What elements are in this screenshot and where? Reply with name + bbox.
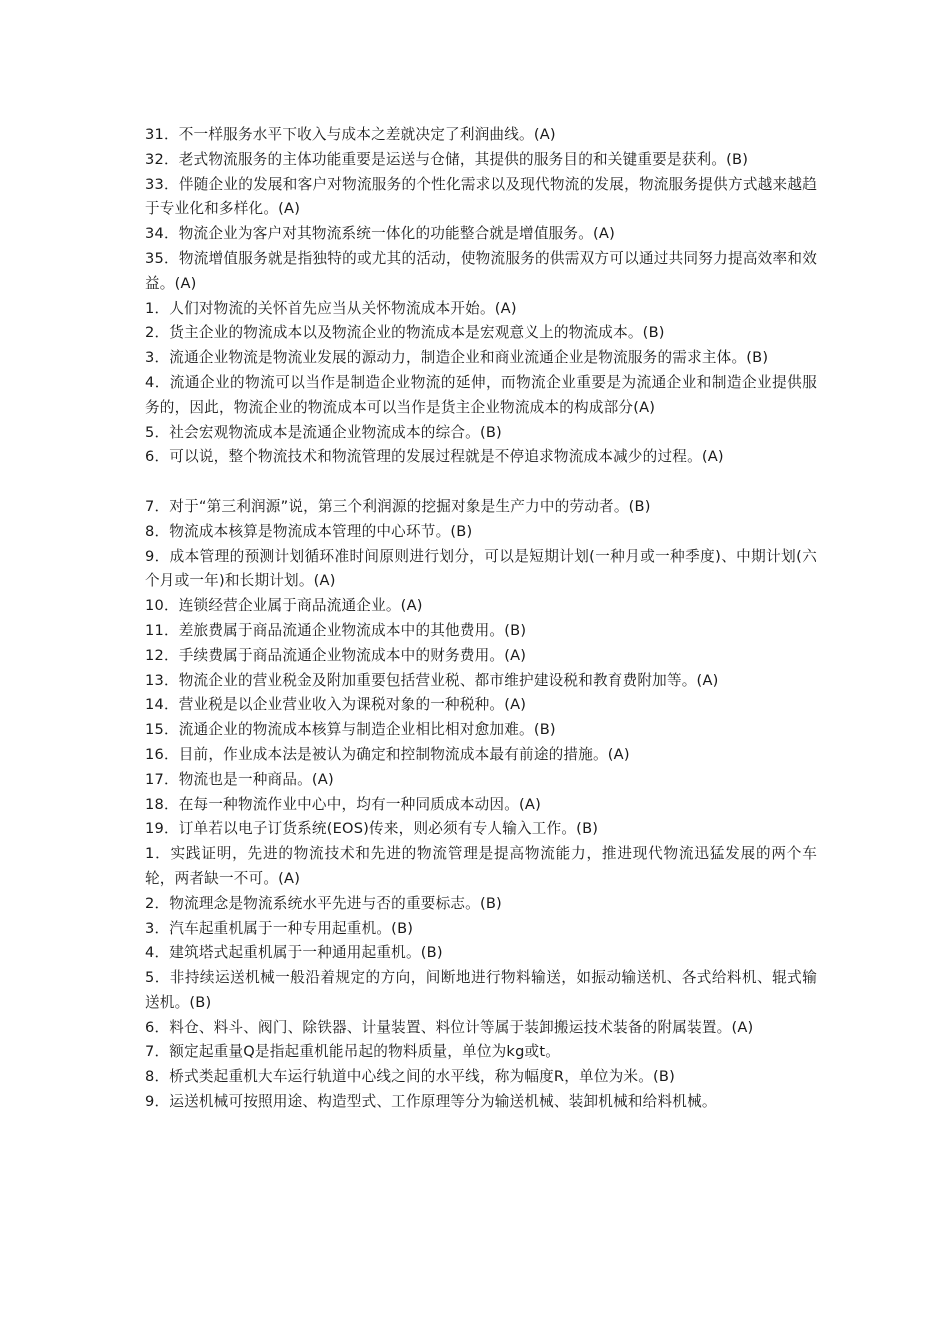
question-item: 5．非持续运送机械一般沿着规定的方向，间断地进行物料输送，如振动输送机、各式给料机、辊式输送机。(B): [145, 969, 817, 1011]
question-item: 1．人们对物流的关怀首先应当从关怀物流成本开始。(A): [145, 299, 517, 317]
question-item: 34．物流企业为客户对其物流系统一体化的功能整合就是增值服务。(A): [145, 225, 615, 243]
question-item: 35．物流增值服务就是指独特的或尤其的活动，使物流服务的供需双方可以通过共同努力提高效率和效益。(A): [145, 249, 817, 292]
question-item: 3．汽车起重机属于一种专用起重机。(B): [145, 919, 414, 937]
question-item: 7．对于“第三利润源”说，第三个利润源的挖掘对象是生产力中的劳动者。(B): [145, 497, 651, 515]
question-item: 19．订单若以电子订货系统(EOS)传来，则必须有专人输入工作。(B): [145, 820, 599, 838]
question-item: 3．流通企业物流是物流业发展的源动力，制造企业和商业流通企业是物流服务的需求主体。(B): [145, 349, 769, 367]
question-item: 31．不一样服务水平下收入与成本之差就决定了利润曲线。(A): [145, 126, 556, 143]
question-item: 14．营业税是以企业营业收入为课税对象的一种税种。(A): [145, 696, 527, 714]
question-item: 4．流通企业的物流可以当作是制造企业物流的延伸，而物流企业重要是为流通企业和制造企业提供服务的，因此，物流企业的物流成本可以当作是货主企业物流成本的构成部分(A): [145, 373, 817, 416]
question-item: 1．实践证明，先进的物流技术和先进的物流管理是提高物流能力，推进现代物流迅猛发展的两个车轮，两者缺一不可。(A): [145, 845, 817, 887]
question-item: 15．流通企业的物流成本核算与制造企业相比相对愈加难。(B): [145, 721, 556, 739]
blank-line: [145, 470, 817, 495]
question-item: 4．建筑塔式起重机属于一种通用起重机。(B): [145, 944, 443, 962]
question-item: 17．物流也是一种商品。(A): [145, 770, 334, 788]
question-item: 5．社会宏观物流成本是流通企业物流成本的综合。(B): [145, 423, 502, 441]
question-item: 9．运送机械可按照用途、构造型式、工作原理等分为输送机械、装卸机械和给料机械。: [145, 1093, 717, 1111]
question-item: 6．料仓、料斗、阀门、除铁器、计量装置、料位计等属于装卸搬运技术装备的附属装置。(A): [145, 1018, 754, 1036]
question-item: 12．手续费属于商品流通企业物流成本中的财务费用。(A): [145, 646, 527, 664]
question-item: 10．连锁经营企业属于商品流通企业。(A): [145, 597, 423, 615]
question-item: 8．桥式类起重机大车运行轨道中心线之间的水平线，称为幅度R，单位为米。(B): [145, 1068, 676, 1086]
question-item: 18．在每一种物流作业中心中，均有一种同质成本动因。(A): [145, 795, 541, 813]
question-item: 8．物流成本核算是物流成本管理的中心环节。(B): [145, 522, 473, 540]
question-item: 7．额定起重量Q是指起重机能吊起的物料质量，单位为kg或t。: [145, 1043, 561, 1061]
question-item: 6．可以说，整个物流技术和物流管理的发展过程就是不停追求物流成本减少的过程。(A): [145, 448, 724, 466]
question-item: 32．老式物流服务的主体功能重要是运送与仓储，其提供的服务目的和关键重要是获利。(B): [145, 150, 749, 168]
question-item: 2．物流理念是物流系统水平先进与否的重要标志。(B): [145, 894, 502, 912]
question-item: 13．物流企业的营业税金及附加重要包括营业税、都市维护建设税和教育费附加等。(A): [145, 671, 719, 689]
document-body: [145, 123, 817, 1115]
question-item: 11．差旅费属于商品流通企业物流成本中的其他费用。(B): [145, 621, 527, 639]
question-item: 33．伴随企业的发展和客户对物流服务的个性化需求以及现代物流的发展，物流服务提供方式越来越趋于专业化和多样化。(A): [145, 175, 817, 218]
question-item: 2．货主企业的物流成本以及物流企业的物流成本是宏观意义上的物流成本。(B): [145, 324, 665, 342]
question-item: 16．目前，作业成本法是被认为确定和控制物流成本最有前途的措施。(A): [145, 745, 630, 763]
question-item: 9．成本管理的预测计划循环准时间原则进行划分，可以是短期计划(一种月或一种季度)、中期计划(六个月或一年)和长期计划。(A): [145, 547, 817, 590]
